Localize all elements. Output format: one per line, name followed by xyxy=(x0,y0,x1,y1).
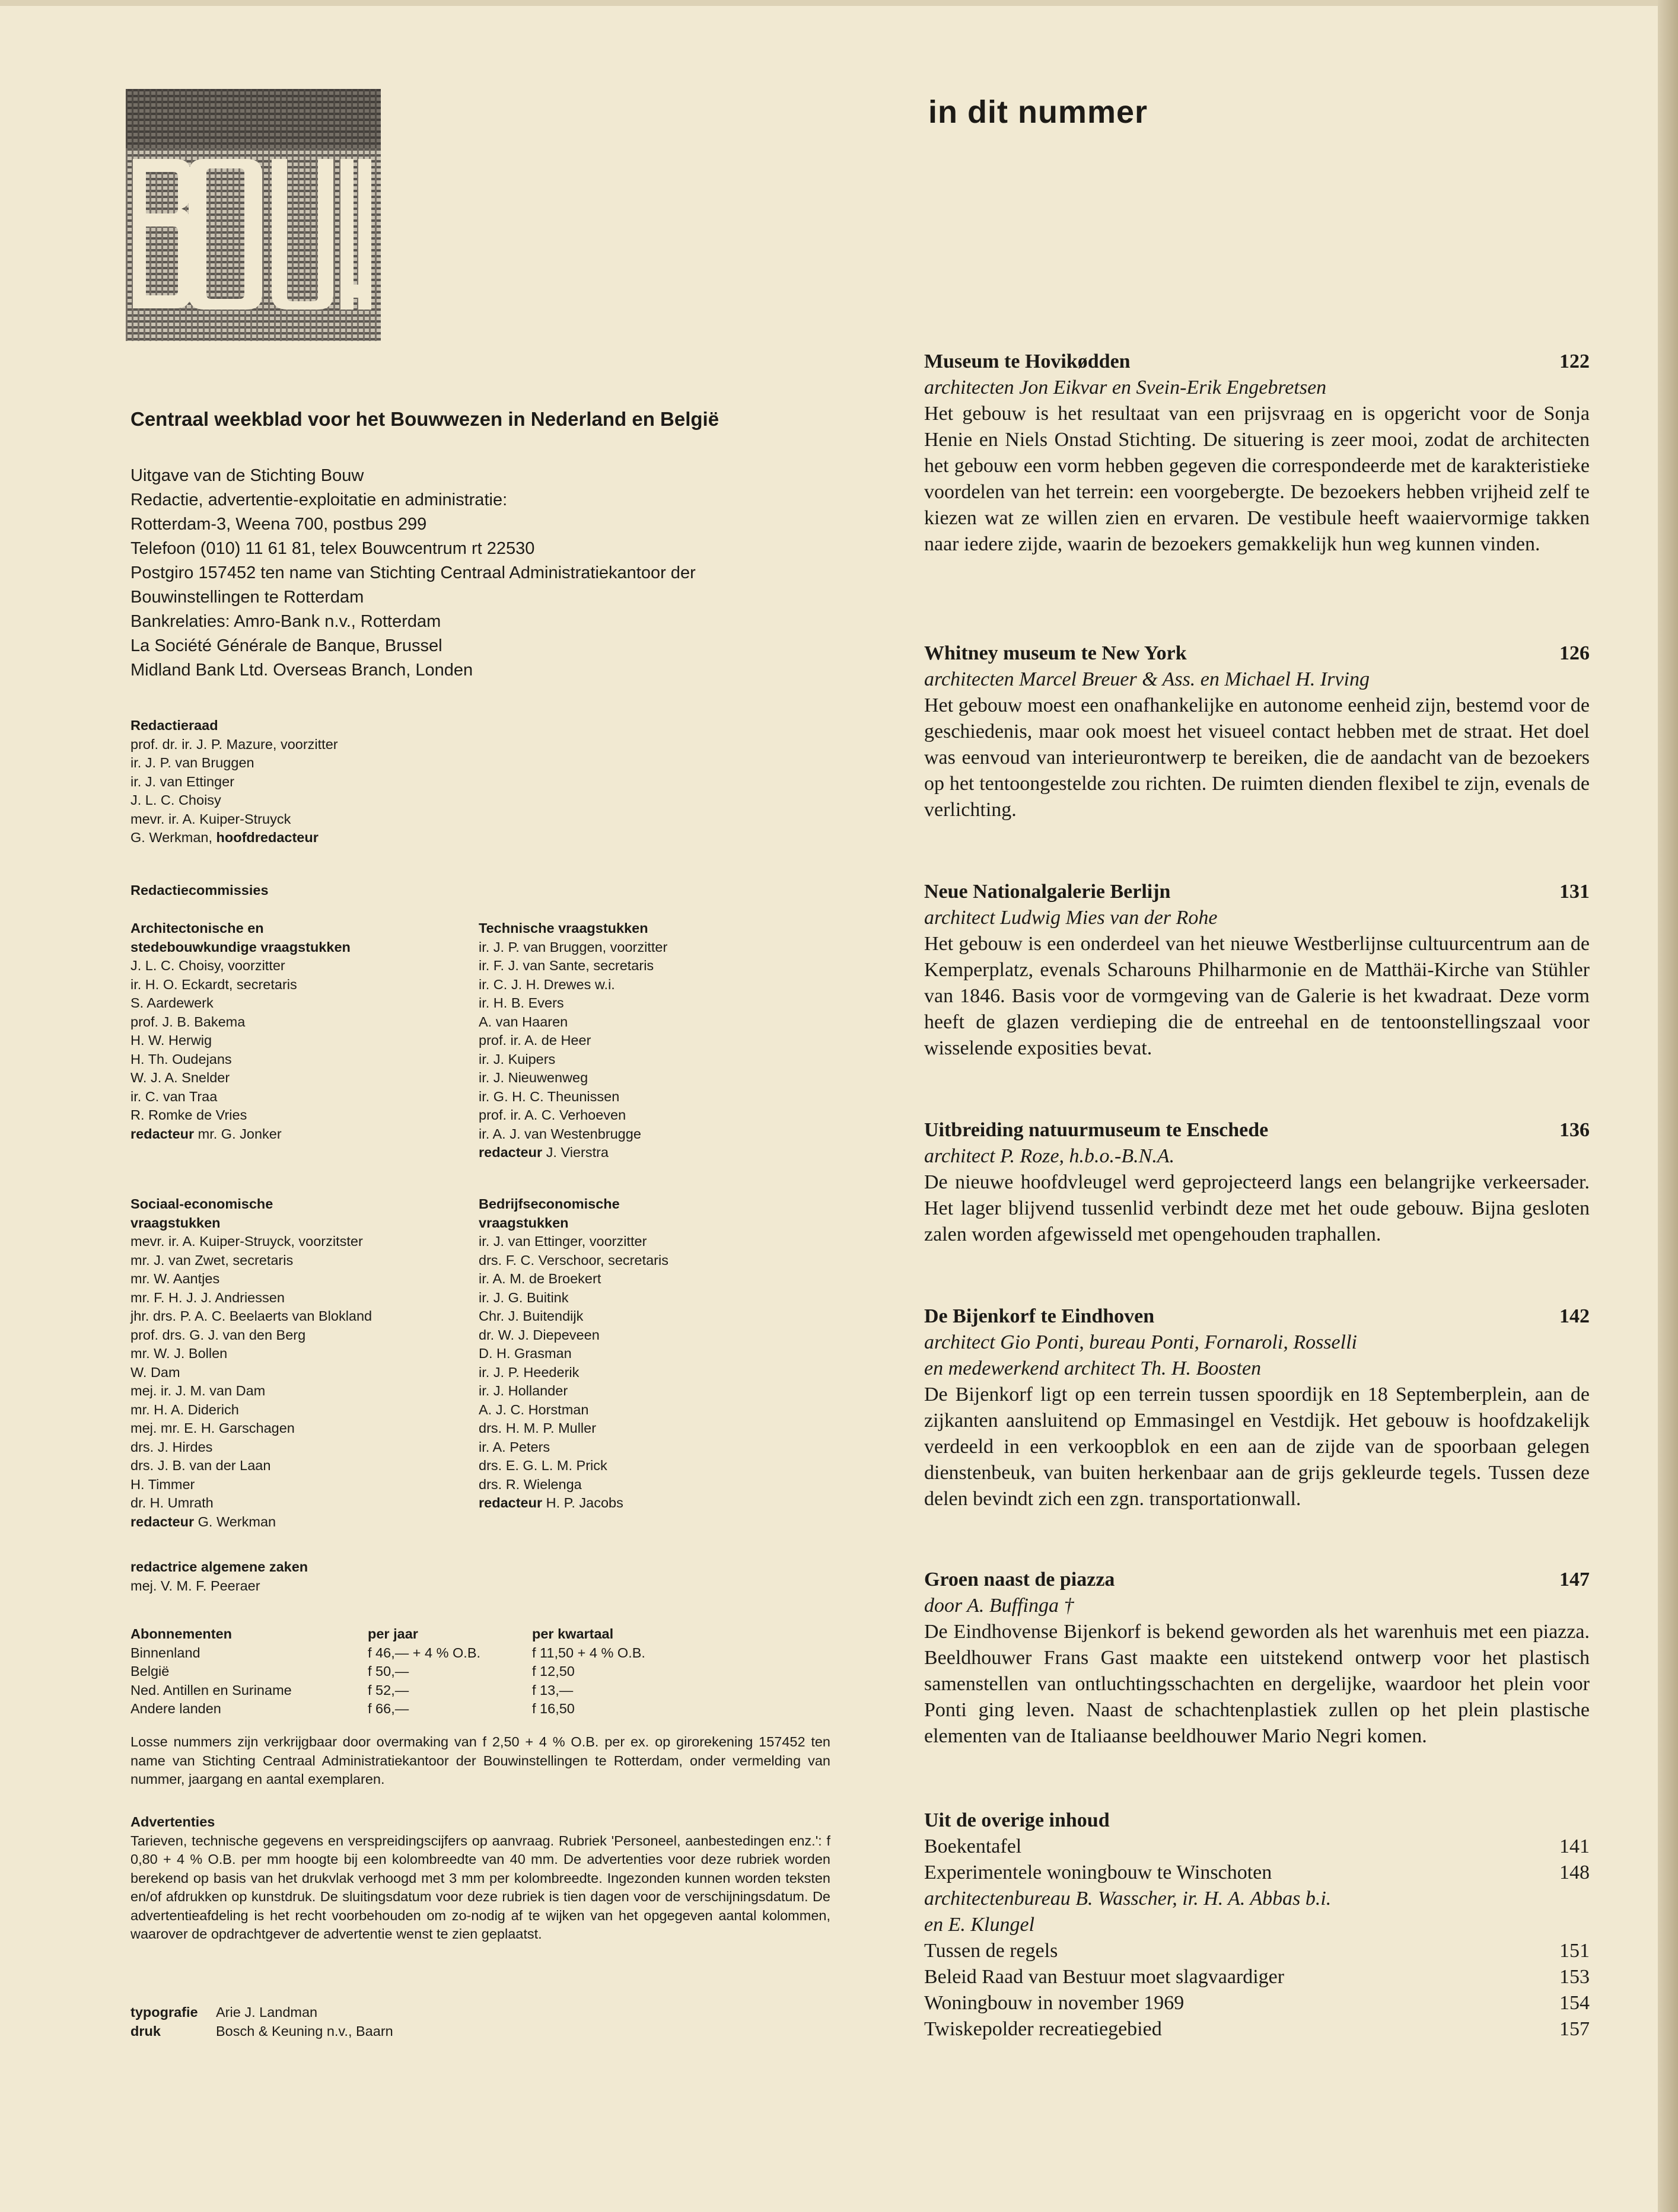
committee-member: ir. H. O. Eckardt, secretaris xyxy=(130,976,297,992)
committee-member: ir. A. Peters xyxy=(479,1439,550,1455)
toc-entry-description: Het gebouw is een onderdeel van het nieuwe Westberlijnse cultuurcentrum aan de Kemperplatz, evenals Scharouns Philharmonie en de Matthäi-Kirche van Stühler van 1846. Basis voor de vormgeving van de Galerie is het kwadraat. Deze vorm heeft de glazen verdieping die de entreehal en de tentoonstellingszaal voor wisselende exposities bevat. xyxy=(924,933,1590,1059)
committee-member: dr. H. Umrath xyxy=(130,1495,214,1510)
advertenties-title: Advertenties xyxy=(130,1814,215,1829)
editor-name: H. P. Jacobs xyxy=(542,1495,623,1510)
committee-editor xyxy=(479,1143,667,1162)
editor-name: G. Werkman xyxy=(194,1513,276,1529)
losse-nummers-text: Losse nummers zijn verkrijgbaar door overmaking van f 2,50 + 4 % O.B. per ex. op girorekening 157452 ten name van Stichting Centraal Administratiekantoor der Bouwinstellingen te Rotterdam, onder vermelding van nummer, jaargang en aantal exemplaren. xyxy=(130,1734,830,1787)
committee-title: Sociaal-economische xyxy=(130,1196,273,1212)
publisher-line: Uitgave van de Stichting Bouw xyxy=(130,466,364,485)
committee-member: ir. J. G. Buitink xyxy=(479,1289,569,1305)
toc-entry-architect: architecten Marcel Breuer & Ass. en Michael H. Irving xyxy=(924,668,1370,690)
committee-member: drs. F. C. Verschoor, secretaris xyxy=(479,1252,668,1268)
bouw-logo xyxy=(126,89,381,341)
committee-member: S. Aardewerk xyxy=(130,995,214,1011)
redactieraad xyxy=(130,716,338,847)
toc-other-item-page: 154 xyxy=(1559,1992,1590,2014)
toc-entry-page: 136 xyxy=(1559,1119,1590,1141)
toc-entry-page: 131 xyxy=(1559,881,1590,903)
committee-member: prof. J. B. Bakema xyxy=(130,1013,246,1029)
committee-member: mr. J. van Zwet, secretaris xyxy=(130,1252,294,1268)
cell: f 16,50 xyxy=(532,1701,575,1716)
committee-member: drs. E. G. L. M. Prick xyxy=(479,1458,607,1473)
committee-member: ir. C. van Traa xyxy=(130,1088,218,1104)
editor-name: J. Vierstra xyxy=(542,1145,609,1160)
toc-entry-architect: architect P. Roze, h.b.o.-B.N.A. xyxy=(924,1145,1175,1167)
committee-member: ir. J. Nieuwenweg xyxy=(479,1070,588,1085)
committee-member: mr. W. J. Bollen xyxy=(130,1346,228,1361)
publisher-line: Postgiro 157452 ten name van Stichting Centraal Administratiekantoor der xyxy=(130,563,696,582)
committee-title: Architectonische en xyxy=(130,920,264,936)
committee-member: ir. J. Hollander xyxy=(479,1383,568,1398)
publisher-info xyxy=(130,464,824,683)
toc-other-credit: en E. Klungel xyxy=(924,1914,1035,1936)
toc-other-item-title: Beleid Raad van Bestuur moet slagvaardiger xyxy=(924,1966,1285,1988)
tagline: Centraal weekblad voor het Bouwwezen in Nederland en België xyxy=(130,408,719,430)
redactrice-name: mej. V. M. F. Peeraer xyxy=(130,1577,260,1593)
publisher-line: Telefoon (010) 11 61 81, telex Bouwcentrum rt 22530 xyxy=(130,539,535,558)
colofon-label: druk xyxy=(130,2023,161,2039)
header-cell: per jaar xyxy=(368,1626,418,1642)
header-cell: per kwartaal xyxy=(532,1626,614,1642)
cell: België xyxy=(130,1663,170,1679)
publisher-line: Redactie, advertentie-exploitatie en administratie: xyxy=(130,490,508,509)
committee-member: mej. ir. J. M. van Dam xyxy=(130,1383,266,1398)
toc-other-item-page: 141 xyxy=(1559,1835,1590,1857)
cell: Ned. Antillen en Suriname xyxy=(130,1682,292,1698)
committee-member: ir. H. B. Evers xyxy=(479,995,564,1011)
cell: Binnenland xyxy=(130,1644,200,1660)
subscriptions-header xyxy=(130,1625,645,1644)
committee-member: prof. ir. A. de Heer xyxy=(479,1032,591,1048)
redactieraad-member-last xyxy=(130,828,338,847)
toc-entry-title: De Bijenkorf te Eindhoven xyxy=(924,1305,1155,1327)
publisher-line: Bankrelaties: Amro-Bank n.v., Rotterdam xyxy=(130,612,441,631)
toc-entry[interactable] xyxy=(924,349,1590,557)
toc-other-item-title: Woningbouw in november 1969 xyxy=(924,1992,1185,2014)
redactrice xyxy=(130,1558,308,1595)
subscriptions-table xyxy=(130,1625,645,1719)
committee-member: mej. mr. E. H. Garschagen xyxy=(130,1420,295,1436)
toc-other-item-title: Twiskepolder recreatiegebied xyxy=(924,2018,1162,2040)
toc-entry[interactable] xyxy=(924,1567,1590,1749)
colofon-value: Bosch & Keuning n.v., Baarn xyxy=(216,2023,393,2039)
toc-entry-architect: architect Gio Ponti, bureau Ponti, Fornaroli, Rosselli xyxy=(924,1331,1357,1353)
cell: f 11,50 + 4 % O.B. xyxy=(532,1644,645,1660)
committee-member: ir. J. Kuipers xyxy=(479,1051,556,1067)
committee-sociaal xyxy=(130,1195,372,1531)
toc-entry-header xyxy=(924,640,1590,667)
committee-member: A. van Haaren xyxy=(479,1013,568,1029)
subscriptions xyxy=(130,1625,645,1719)
toc-entry-title: Uitbreiding natuurmuseum te Enschede xyxy=(924,1119,1269,1141)
toc-other-title xyxy=(924,1808,1590,1834)
toc-entry[interactable] xyxy=(924,640,1590,823)
editor-name: mr. G. Jonker xyxy=(194,1126,282,1142)
editor-label: redacteur xyxy=(479,1495,543,1510)
committee-member: drs. J. B. van der Laan xyxy=(130,1458,271,1473)
committee-member: H. W. Herwig xyxy=(130,1032,212,1048)
toc-other-item-title: Experimentele woningbouw te Winschoten xyxy=(924,1862,1272,1883)
publisher-line: La Société Générale de Banque, Brussel xyxy=(130,636,442,655)
toc-entry-description: De Eindhovense Bijenkorf is bekend geworden als het warenhuis met een piazza. Beeldhouwer Frans Gast maakte een uitstekend ontwerp voor het plastisch samenstellen van ontluchtingsschachten en dergelijke, waardoor het plein voor Ponti ging leven. Naast de schachtenplastiek zullen op het plein plastische elementen van de Italiaanse beeldhouwer Mario Negri komen. xyxy=(924,1621,1590,1747)
advertenties-text: Tarieven, technische gegevens en verspreidingscijfers op aanvraag. Rubriek 'Personeel, aanbestedingen enz.': f 0,80 + 4 % O.B. per mm hoogte bij een kolombreedte van 40 mm. De advertenties voor deze rubriek worden berekend op basis van het drukvlak verhoogd met 3 mm per kolombreedte. Ingezonden kunnen worden teksten en/of afdrukken op kunstdruk. De sluitingsdatum voor deze rubriek is tien dagen voor de verschijningsdatum. De advertentieafdeling is het recht voorbehouden om zo-nodig af te wijken van het opgegeven aantal kolommen, waarover de opdrachtgever de advertentie wenst te zien geplaatst. xyxy=(130,1832,830,1942)
committee-member: ir. A. M. de Broekert xyxy=(479,1271,601,1286)
committee-member: prof. ir. A. C. Verhoeven xyxy=(479,1107,626,1123)
publisher-line: Bouwinstellingen te Rotterdam xyxy=(130,588,364,607)
cell: f 50,— xyxy=(368,1663,409,1679)
committee-member: mevr. ir. A. Kuiper-Struyck, voorzitster xyxy=(130,1234,363,1249)
committee-architectonische xyxy=(130,919,351,1143)
committee-editor xyxy=(130,1513,372,1532)
redactieraad-member: mevr. ir. A. Kuiper-Struyck xyxy=(130,811,291,827)
toc-other-item-page: 148 xyxy=(1559,1862,1590,1883)
toc-entry-page: 122 xyxy=(1559,350,1590,372)
toc-entry[interactable] xyxy=(924,879,1590,1062)
toc-other-item-title: Tussen de regels xyxy=(924,1940,1058,1962)
toc-entry-header xyxy=(924,349,1590,375)
cell: Andere landen xyxy=(130,1701,221,1716)
committee-member: ir. J. P. Heederik xyxy=(479,1364,580,1380)
colofon xyxy=(130,2003,393,2041)
committee-editor xyxy=(479,1494,668,1513)
committee-member: ir. J. van Ettinger, voorzitter xyxy=(479,1234,647,1249)
toc-entry-title: Museum te Hovikødden xyxy=(924,350,1131,372)
member-role: hoofdredacteur xyxy=(216,830,319,845)
redactieraad-member: ir. J. van Ettinger xyxy=(130,773,235,789)
toc-entry-header xyxy=(924,1303,1590,1330)
committee-bedrijfs xyxy=(479,1195,668,1513)
colofon-label: typografie xyxy=(130,2004,198,2020)
advertenties xyxy=(130,1813,830,1944)
committee-member: ir. A. J. van Westenbrugge xyxy=(479,1126,641,1142)
committee-member: prof. drs. G. J. van den Berg xyxy=(130,1327,306,1343)
losse-nummers xyxy=(130,1733,830,1789)
toc-entry[interactable] xyxy=(924,1117,1590,1248)
committee-member: mr. W. Aantjes xyxy=(130,1271,220,1286)
committee-member: Chr. J. Buitendijk xyxy=(479,1308,584,1324)
toc-other-item[interactable] xyxy=(924,1990,1590,2016)
toc-other-item-title: Boekentafel xyxy=(924,1835,1022,1857)
cell: f 52,— xyxy=(368,1682,409,1698)
committee-member: ir. J. P. van Bruggen, voorzitter xyxy=(479,939,668,955)
cell: f 66,— xyxy=(368,1701,409,1716)
cell: f 12,50 xyxy=(532,1663,575,1679)
committee-member: drs. J. Hirdes xyxy=(130,1439,213,1455)
redactrice-title: redactrice algemene zaken xyxy=(130,1559,308,1574)
colofon-value: Arie J. Landman xyxy=(216,2004,318,2020)
cell: f 13,— xyxy=(532,1682,574,1698)
table-row xyxy=(130,1681,645,1700)
toc-entry-title: Neue Nationalgalerie Berlijn xyxy=(924,881,1171,903)
table-row xyxy=(130,1700,645,1719)
toc-entry-description: De Bijenkorf ligt op een terrein tussen spoordijk en 18 Septemberplein, aan de zijkanten aansluitend op Emmasingel en Vestdijk. Het gebouw is hoofdzakelijk verdeeld in een verkoopblok en een aan de zijde van de spoorbaan gelegen dienstenbeuk, van buiten herkenbaar aan de grijs gekleurde tegels. Tussen deze delen bevindt zich een zgn. transportationwall. xyxy=(924,1384,1590,1510)
toc-entry-page: 126 xyxy=(1559,642,1590,664)
committee-member: W. Dam xyxy=(130,1364,180,1380)
redactieraad-member: ir. J. P. van Bruggen xyxy=(130,755,254,770)
toc-other-item-page: 151 xyxy=(1559,1940,1590,1962)
table-row xyxy=(130,1644,645,1663)
redactiecommissies-heading xyxy=(130,881,269,900)
editor-label: redacteur xyxy=(130,1513,195,1529)
toc-other-item[interactable] xyxy=(924,1834,1590,1860)
editor-label: redacteur xyxy=(479,1145,543,1160)
committee-member: drs. H. M. P. Muller xyxy=(479,1420,597,1436)
toc-entry-description: Het gebouw is het resultaat van een prijsvraag en is opgericht voor de Sonja Henie en Niels Onstad Stichting. De situering is zeer mooi, zodat de architecten het gebouw een vorm hebben gegeven die correspondeerde met de karakteristieke voordelen van het terrein: een voorgebergte. De bezoekers hebben vrijheid zelf te kiezen wat ze willen zien en ervaren. De vestibule heeft waaiervormige takken naar iedere zijde, waarin de bezoekers gemakkelijk hun weg kunnen vinden. xyxy=(924,403,1590,555)
committee-member: dr. W. J. Diepeveen xyxy=(479,1327,600,1343)
committee-member: H. Timmer xyxy=(130,1476,195,1492)
toc-entry-architect: architect Ludwig Mies van der Rohe xyxy=(924,907,1218,929)
committee-member: H. Th. Oudejans xyxy=(130,1051,232,1067)
toc-other-item-page: 153 xyxy=(1559,1966,1590,1988)
table-row xyxy=(130,1662,645,1681)
toc-other-credit: architectenbureau B. Wasscher, ir. H. A. Abbas b.i. xyxy=(924,1888,1332,1910)
committee-member: W. J. A. Snelder xyxy=(130,1070,230,1085)
redactieraad-title: Redactieraad xyxy=(130,718,218,733)
toc-other-item[interactable] xyxy=(924,1964,1590,1990)
committee-title: vraagstukken xyxy=(130,1215,221,1231)
redactiecommissies-title: Redactiecommissies xyxy=(130,882,269,898)
committee-member: mr. H. A. Diderich xyxy=(130,1401,239,1417)
publisher-line: Rotterdam-3, Weena 700, postbus 299 xyxy=(130,515,427,534)
toc-other-contents xyxy=(924,1808,1590,2042)
cell: f 46,— + 4 % O.B. xyxy=(368,1644,481,1660)
committee-title: vraagstukken xyxy=(479,1215,569,1231)
committee-member: J. L. C. Choisy, voorzitter xyxy=(130,958,285,973)
toc-entry[interactable] xyxy=(924,1303,1590,1512)
committee-technische xyxy=(479,919,667,1162)
publisher-line: Midland Bank Ltd. Overseas Branch, Londen xyxy=(130,661,473,680)
redactieraad-member: prof. dr. ir. J. P. Mazure, voorzitter xyxy=(130,736,338,752)
committee-title: stedebouwkundige vraagstukken xyxy=(130,939,351,955)
toc-entry-title: Whitney museum te New York xyxy=(924,642,1187,664)
page-edge-top xyxy=(0,0,1678,6)
toc-entry-architect: en medewerkend architect Th. H. Boosten xyxy=(924,1357,1262,1379)
committee-member: ir. C. J. H. Drewes w.i. xyxy=(479,976,615,992)
toc-other-item[interactable] xyxy=(924,1938,1590,1964)
committee-member: jhr. drs. P. A. C. Beelaerts van Blokland xyxy=(130,1308,372,1324)
toc-entry-title: Groen naast de piazza xyxy=(924,1569,1115,1591)
committee-member: drs. R. Wielenga xyxy=(479,1476,582,1492)
page-edge-right xyxy=(1658,0,1678,2212)
toc-entry-architect: architecten Jon Eikvar en Svein-Erik Engebretsen xyxy=(924,377,1327,399)
committee-member: R. Romke de Vries xyxy=(130,1107,247,1123)
toc-entry-page: 142 xyxy=(1559,1305,1590,1327)
header-cell: Abonnementen xyxy=(130,1626,233,1642)
committee-title: Technische vraagstukken xyxy=(479,920,648,936)
toc-entry-header xyxy=(924,1117,1590,1143)
toc-other-item-page: 157 xyxy=(1559,2018,1590,2040)
redactieraad-member: J. L. C. Choisy xyxy=(130,792,221,808)
committee-member: ir. G. H. C. Theunissen xyxy=(479,1088,620,1104)
colofon-row xyxy=(130,2003,393,2022)
toc-entry-architect: door A. Buffinga † xyxy=(924,1595,1074,1617)
committee-member: D. H. Grasman xyxy=(479,1346,572,1361)
toc-entry-header xyxy=(924,1567,1590,1593)
toc-entry-description: Het gebouw moest een onafhankelijke en autonome eenheid zijn, bestemd voor de geschiedenis, maar ook moest het visueel contact hebben met de straat. Het doel was eenvoud van interieurontwerp te bereiken, die de aandacht van de bezoekers op het tentoongestelde zou richten. De ruimten dienden flexibel te zijn, evenals de verlichting. xyxy=(924,694,1590,821)
bouw-logo-graphic xyxy=(126,89,381,341)
toc-entry-page: 147 xyxy=(1559,1569,1590,1591)
toc-other-heading: Uit de overige inhoud xyxy=(924,1809,1110,1831)
committee-editor xyxy=(130,1125,351,1144)
committee-member: ir. F. J. van Sante, secretaris xyxy=(479,958,654,973)
colophon-column xyxy=(130,408,824,683)
committee-member: mr. F. H. J. J. Andriessen xyxy=(130,1289,285,1305)
colofon-row xyxy=(130,2022,393,2041)
editor-label: redacteur xyxy=(130,1126,195,1142)
member-name: G. Werkman, xyxy=(130,830,216,845)
committee-member: A. J. C. Horstman xyxy=(479,1401,589,1417)
committee-title: Bedrijfseconomische xyxy=(479,1196,620,1212)
toc-other-item[interactable] xyxy=(924,1860,1590,1886)
issue-heading: in dit nummer xyxy=(928,94,1148,130)
toc-entry-header xyxy=(924,879,1590,905)
toc-entry-description: De nieuwe hoofdvleugel werd geprojecteerd langs een belangrijke verkeersader. Het lager blijvend tussenlid verbindt deze met het oude gebouw. Bijna gesloten zalen worden afgewisseld met opengehouden traphallen. xyxy=(924,1171,1590,1245)
toc-other-item[interactable] xyxy=(924,2016,1590,2042)
